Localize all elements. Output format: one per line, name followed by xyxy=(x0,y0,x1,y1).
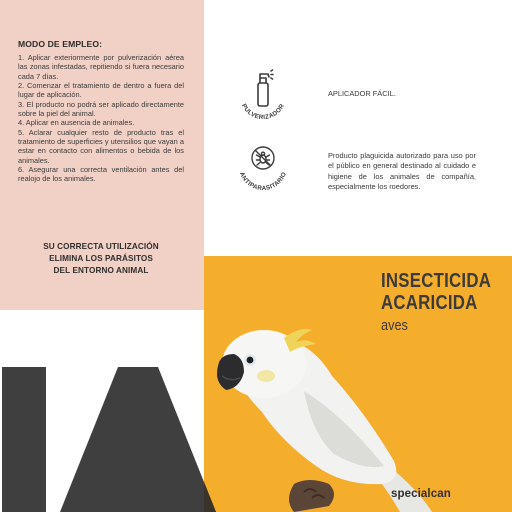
title-line: INSECTICIDA xyxy=(381,269,492,292)
instructions-title: MODO DE EMPLEO: xyxy=(18,39,103,49)
instruction-step: 2. Comenzar el tratamiento de dentro a fuera del lugar de aplicación. xyxy=(18,81,184,100)
title-line: ACARICIDA xyxy=(381,291,478,314)
slogan-line: ELIMINA LOS PARÁSITOS xyxy=(49,254,153,263)
badge-pulverizador: PULVERIZADOR xyxy=(240,102,287,122)
instructions-list xyxy=(18,53,184,184)
slogan-line: DEL ENTORNO ANIMAL xyxy=(53,266,149,275)
instruction-step: 4. Aplicar en ausencia de animales. xyxy=(18,118,135,128)
instruction-step: 5. Aclarar cualquier resto de producto tras el tratamiento de superficies y utensilios que vayan a estar en contacto con alimentos o bebida de los animales. xyxy=(18,127,184,165)
svg-text:ANTIPARASITARIO xyxy=(238,171,288,192)
instruction-step: 1. Aplicar exteriormente por pulverización aérea las zonas infestadas, repitiendo si fuera necesario cada 7 días. xyxy=(18,53,184,81)
badge-antiparasitario: ANTIPARASITARIO xyxy=(238,171,288,193)
feature-text: Producto plaguicida autorizado para uso por el público en general destinado al cuidado e higiene de los animales de compañía, especialmente los roedores. xyxy=(328,151,476,192)
brand-logo: specialcan xyxy=(391,488,451,500)
product-title xyxy=(381,270,491,314)
spray-bottle-icon xyxy=(228,58,298,128)
product-subtitle: aves xyxy=(381,317,408,334)
cockatoo-illustration xyxy=(204,316,512,512)
slogan-line: SU CORRECTA UTILIZACIÓN xyxy=(43,242,159,251)
slogan xyxy=(18,241,184,277)
feature-text: APLICADOR FÁCIL. xyxy=(328,89,396,98)
instruction-step: 3. El producto no podrá ser aplicado directamente sobre la piel del animal. xyxy=(18,99,184,119)
instruction-step: 6. Asegurar una correcta ventilación antes del realojo de los animales. xyxy=(18,165,184,184)
no-parasite-icon xyxy=(228,138,298,208)
